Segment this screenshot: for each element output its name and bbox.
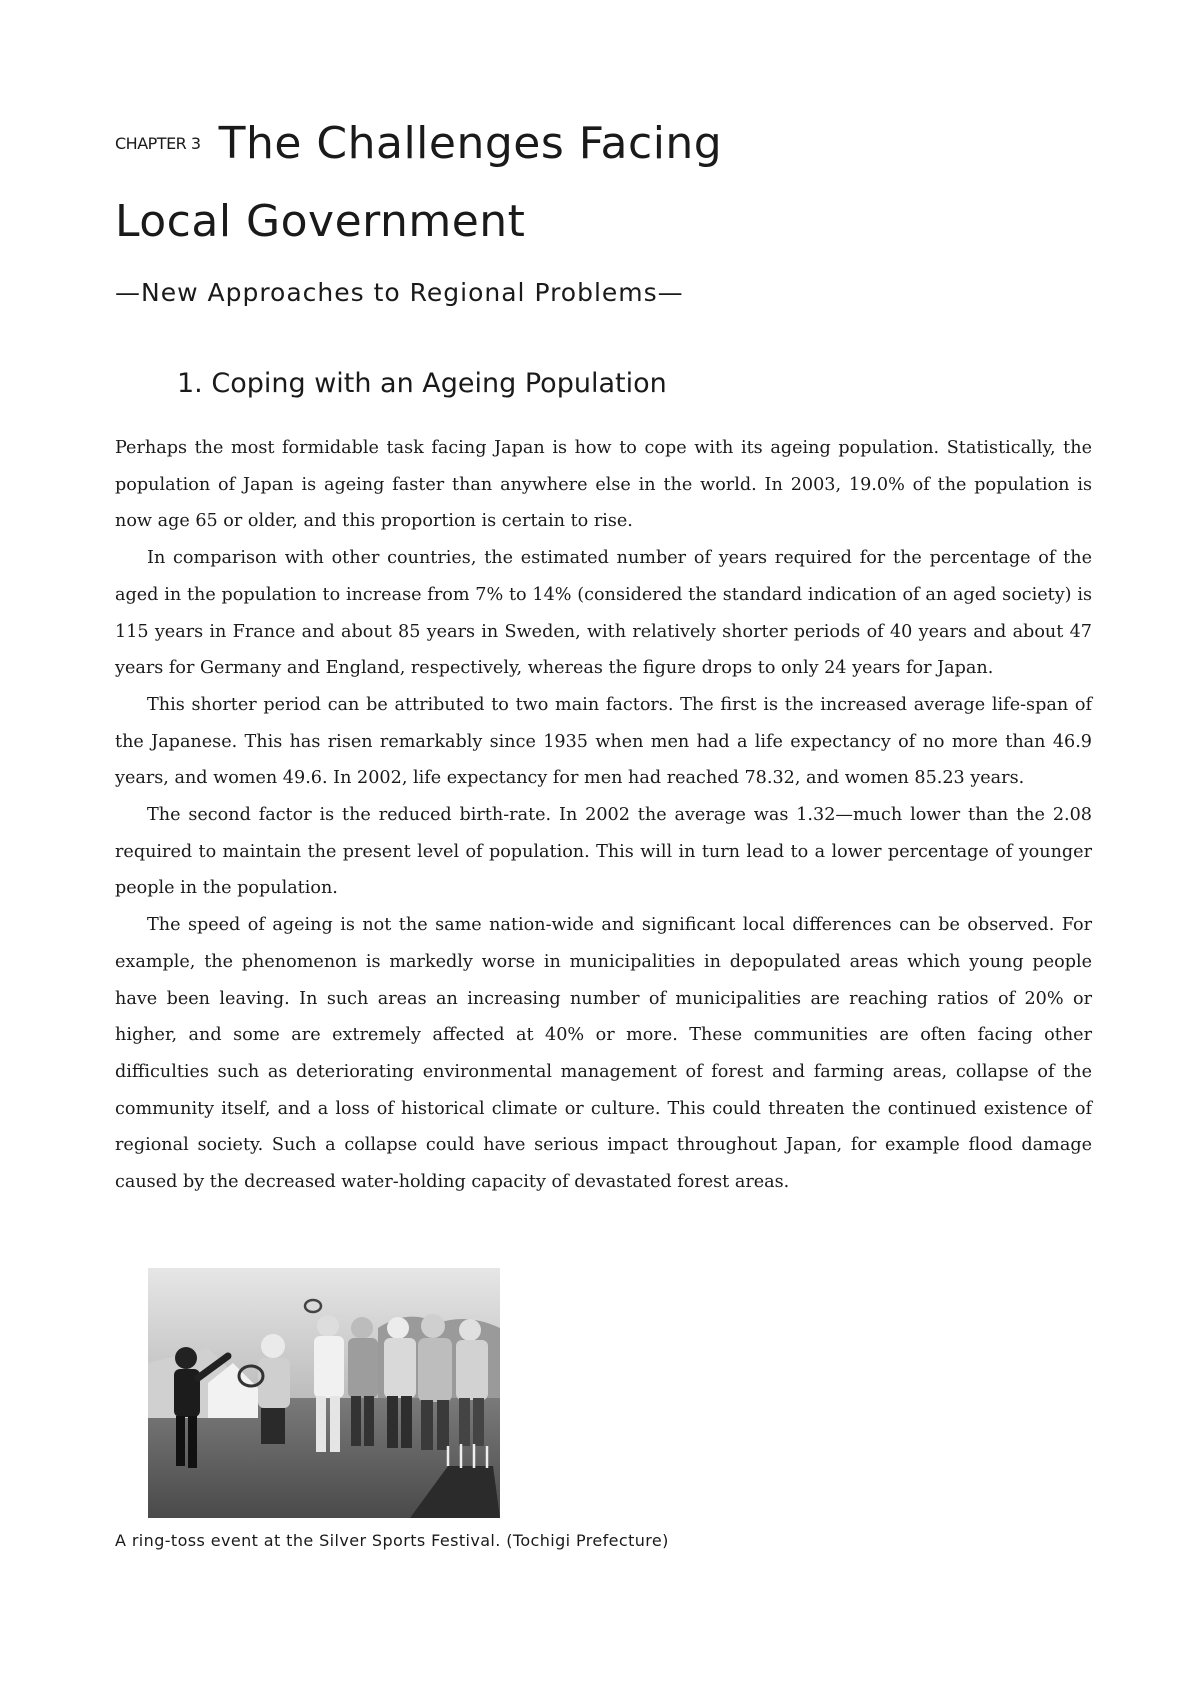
chapter-subtitle: —New Approaches to Regional Problems—: [115, 278, 684, 307]
chapter-header: [115, 118, 722, 169]
chapter-title-line-2: Local Government: [115, 196, 526, 247]
paragraph: The second factor is the reduced birth-rate. In 2002 the average was 1.32—much lower than the 2.08 required to maintain the present level of population. This will in turn lead to a lower percentage of younger people in the population.: [115, 805, 1092, 899]
paragraph: Perhaps the most formidable task facing Japan is how to cope with its ageing population. Statistically, the population of Japan is ageing faster than anywhere else in the world. In 2003, 19.0% of the population is now age 65 or older, and this proportion is certain to rise.: [115, 438, 1092, 532]
chapter-label: CHAPTER 3: [115, 134, 201, 153]
paragraph: The speed of ageing is not the same nation-wide and significant local differences can be observed. For example, the phenomenon is markedly worse in municipalities in depopulated areas which young people have been leaving. In such areas an increasing number of municipalities are reaching ratios of 20% or higher, and some are extremely affected at 40% or more. These communities are often facing other difficulties such as deteriorating environmental management of forest and farming areas, collapse of the community itself, and a loss of historical climate or culture. This could threaten the continued existence of regional society. Such a collapse could have serious impact throughout Japan, for example flood damage caused by the decreased water-holding capacity of devastated forest areas.: [115, 915, 1092, 1193]
section-heading: 1. Coping with an Ageing Population: [177, 368, 667, 399]
figure-caption: A ring-toss event at the Silver Sports Festival. (Tochigi Prefecture): [115, 1531, 669, 1550]
body-text: [115, 430, 1092, 1201]
paragraph: This shorter period can be attributed to two main factors. The first is the increased average life-span of the Japanese. This has risen remarkably since 1935 when men had a life expectancy of no more than 46.9 years, and women 49.6. In 2002, life expectancy for men had reached 78.32, and women 85.23 years.: [115, 694, 1092, 789]
chapter-title-line-1: The Challenges Facing: [218, 118, 723, 169]
ring-toss-photo: [148, 1268, 500, 1518]
paragraph: In comparison with other countries, the estimated number of years required for the percentage of the aged in the population to increase from 7% to 14% (considered the standard indication of an aged society) is 115 years in France and about 85 years in Sweden, with relatively shorter periods of 40 years and about 47 years for Germany and England, respectively, whereas the figure drops to only 24 years for Japan.: [115, 548, 1092, 679]
